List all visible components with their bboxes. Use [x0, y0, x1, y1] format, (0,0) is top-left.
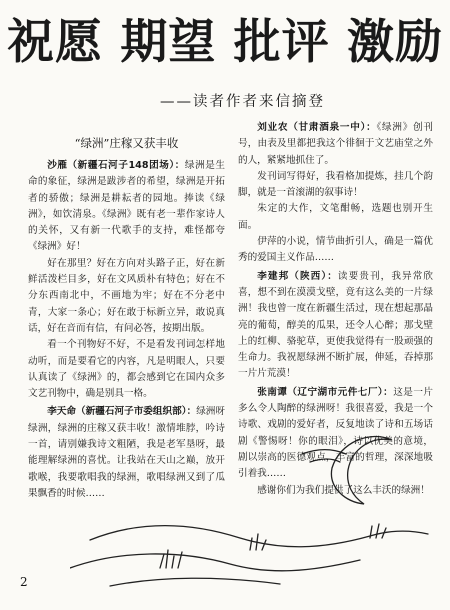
letter-paragraph: 《绿洲》创刊号，由表及里都把我这个徘徊于文艺庙堂之外的人，紧紧地抓住了。 — [238, 122, 434, 166]
letter-paragraph: 这是一片多么令人陶醉的绿洲呀！我很喜爱，我是一个诗歌、戏剧的爱好者，反复地读了诗和五场话剧《警惕呀！你的眼泪》，诗以优美的意境，剧以崇高的医德观点，丰富的哲理，深深地吸引着我…… — [238, 386, 434, 480]
letter-liuyenong — [238, 120, 433, 267]
letter-paragraph: 绿洲是生命的象征，绿洲是跋涉者的希望，绿洲是开拓者的骄傲；绿洲是耕耘者的园地。捧读《绿洲》，如饮清泉。《绿洲》既有老一辈作家诗人的关怀，又有新一代歌手的支持，难怪都夸《绿洲》好！ — [28, 160, 225, 253]
letter-paragraph: 绿洲呀绿洲，绿洲的庄稼又获丰收！激情堆脖，吟诗一首，请别嫌我诗文粗陋，我是老军垦呀，最能理解绿洲的喜忧。让我站在天山之巅，放开歌喉，我要歌唱我的绿洲，歌唱绿洲又到了瓜果飘香的时候…… — [28, 406, 226, 499]
page-title: 祝愿 期望 批评 激励 — [6, 15, 444, 70]
letter-author: 李建邦（陕西）： — [257, 270, 338, 282]
right-column — [238, 118, 433, 499]
letter-shayan — [28, 158, 225, 402]
letter-paragraph: 朱定的大作，文笔酣畅，选题也别开生面。 — [238, 203, 433, 231]
dune-line-2 — [70, 554, 360, 571]
grass-tuft-1 — [160, 550, 182, 568]
dune-line-1 — [90, 526, 428, 547]
letter-author: 沙雁（新疆石河子148团场）： — [47, 160, 185, 171]
letter-zhangnantan — [238, 385, 433, 483]
letter-paragraph: 好在那里？好在方向对头路子正，好在新鲜活泼栏目多，好在文风质朴有特色；好在不分东西南北中，不画地为牢；好在不分老中青，大家一条心；好在敢于标新立异，敢说真话，好在音而有信，有问必答，按期出版。 — [28, 257, 225, 334]
page-number: 2 — [20, 575, 28, 589]
letter-paragraph: 看一个刊物好不好，不是看发刊词怎样地动听，而是要看它的内容，凡是明眼人，只要认真读了《绿洲》的，都会感到它在国内众多文艺刊物中，确是别具一格。 — [28, 339, 225, 400]
letter-paragraph: 读要贵刊，我异常欣喜，想不到在漠漠戈壁，竟有这么美的一片绿洲！我也曾一度在新疆生活过，现在想起那晶亮的葡萄，醇美的瓜果，还令人心醉；那戈壁上的红柳、骆驼草，更使我觉得有一股顽强的生命力。我祝愿绿洲不断扩展，伸延，吞掉那一片片荒漠！ — [238, 270, 434, 380]
left-column — [28, 118, 225, 502]
letter-litianming — [28, 404, 225, 502]
letter-author: 李天命（新疆石河子市委组织部）： — [47, 406, 197, 418]
page-subtitle: ——读者作者来信摘登 — [160, 94, 325, 110]
letter-paragraph: 发刊词写得好，我看格加提炼，挂几个韵脚，就是一首滚湖的叙事诗！ — [238, 170, 433, 199]
letter-author: 刘业农（甘肃酒泉一中）： — [257, 122, 377, 133]
letter-author: 张南谭（辽宁湖市元件七厂）： — [257, 386, 394, 398]
letter-lijianbang — [238, 269, 433, 383]
letter-paragraph: 伊萍的小说，情节曲折引人，确是一篇优秀的爱国主义作品…… — [238, 236, 433, 264]
closing-line: 感谢你们为我们提供了这么丰沃的绿洲！ — [257, 484, 430, 496]
left-section-title: “绿洲”庄稼又获丰收 — [74, 136, 179, 150]
dune-line-3 — [110, 578, 280, 586]
